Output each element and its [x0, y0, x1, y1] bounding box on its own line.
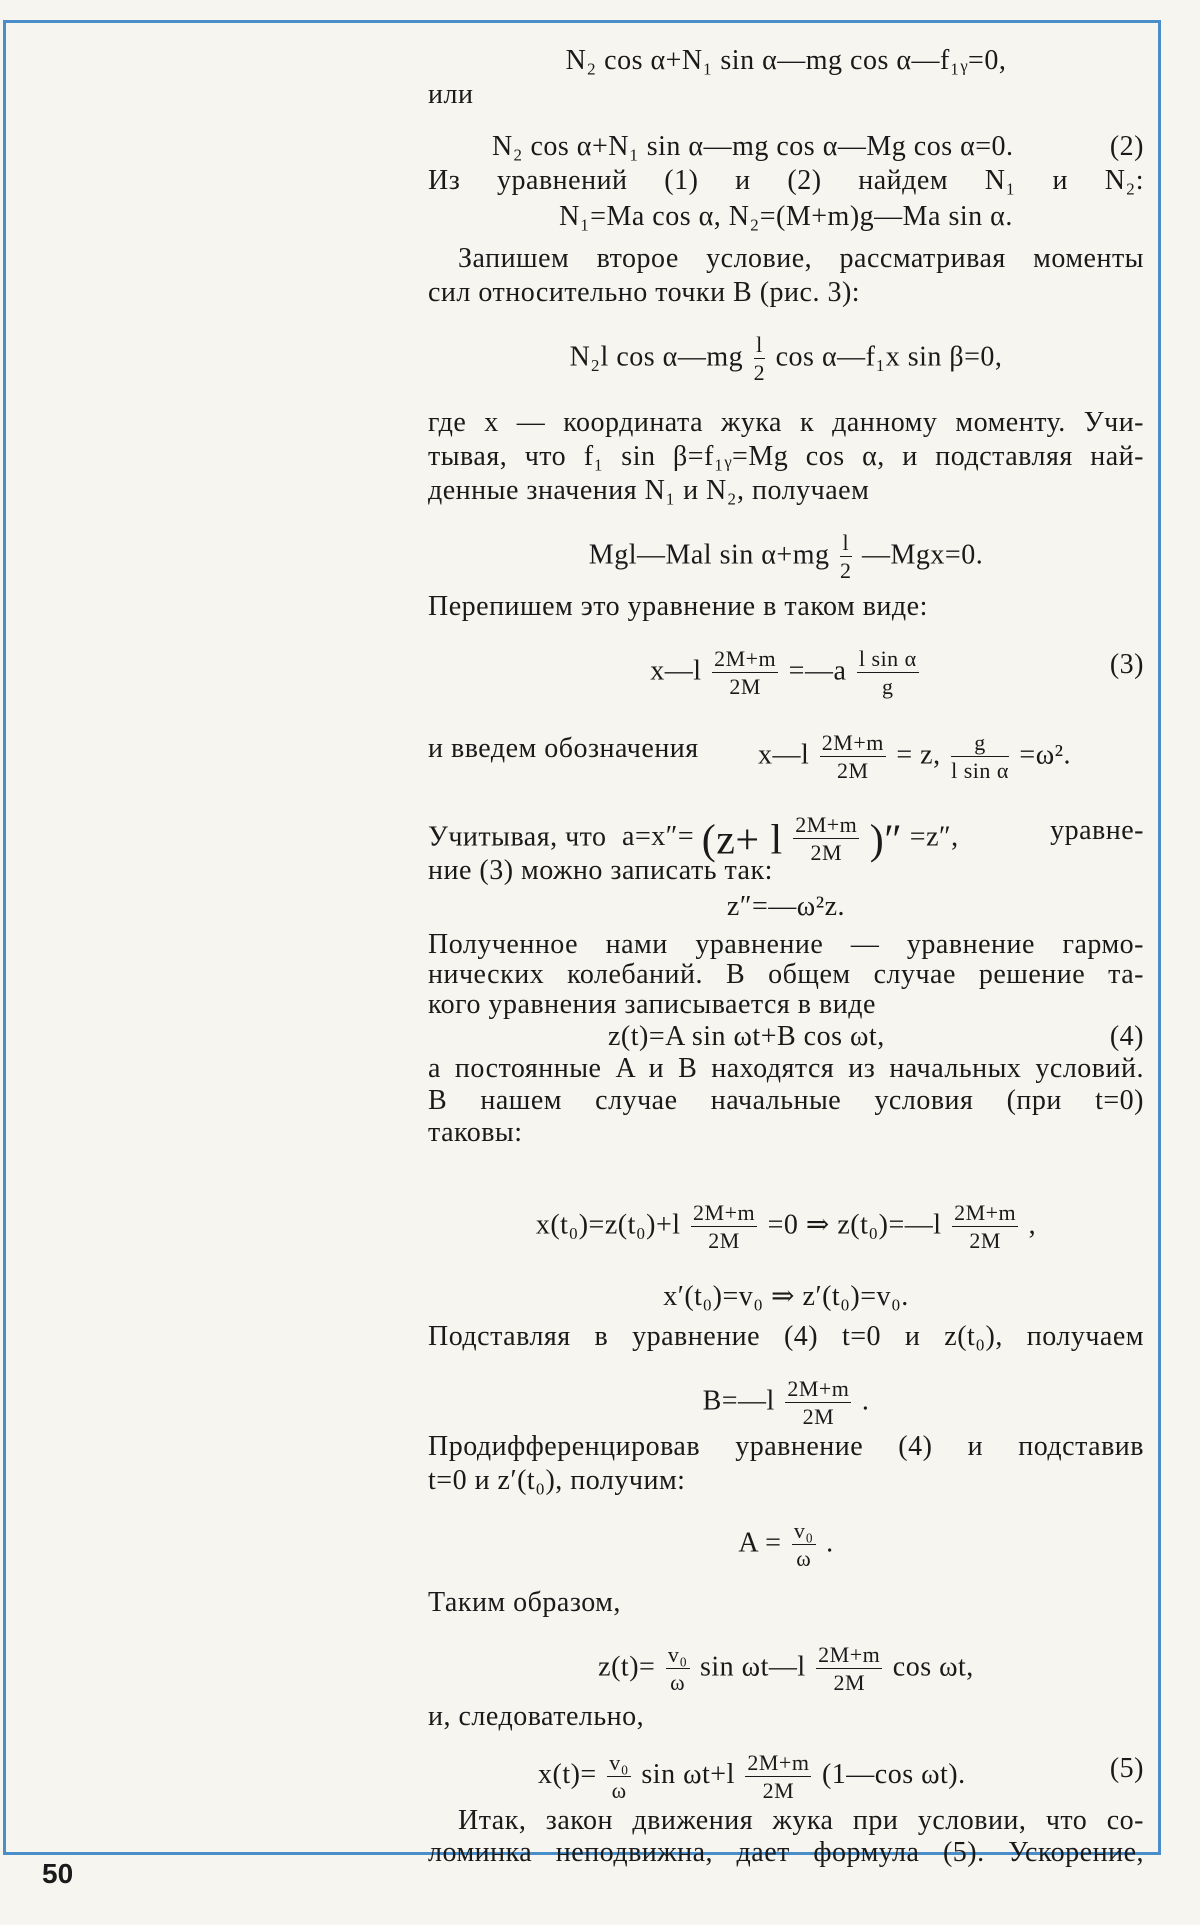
fraction: $\frac{l}{2}$	[753, 332, 766, 385]
text-line: и, следовательно,	[428, 1701, 645, 1732]
text-line: Продифференцировав уравнение (4) и подставив	[428, 1431, 1144, 1462]
equation-part: x(t)=	[538, 1759, 597, 1791]
equation-part: cos α—f₁x sin β=0,	[775, 341, 1003, 373]
equation-4	[428, 1020, 1144, 1054]
equation-moments	[428, 334, 1144, 384]
text-line: Запишем второе условие, рассматривая моменты	[458, 243, 1144, 274]
fraction: $\frac{\text{l sin α}}{g}$	[858, 646, 917, 699]
equation-part: (1—cos ωt).	[821, 1759, 966, 1791]
equation-part: )″	[869, 817, 903, 864]
fraction: $\frac{2M+m}{2M}$	[795, 812, 858, 865]
equation-part: =0 ⇒ z(t₀)=—l	[767, 1209, 942, 1241]
fraction: $\frac{g}{\text{l sin α}}$	[951, 730, 1009, 783]
equation-number: (5)	[1109, 1753, 1144, 1784]
text-line: или	[428, 79, 474, 110]
fraction: $\frac{2M+m}{2M}$	[787, 1376, 850, 1429]
fraction: $\frac{2M+m}{2M}$	[693, 1200, 756, 1253]
equation-number: (3)	[1109, 649, 1144, 680]
text-line: таковы:	[428, 1117, 523, 1148]
equation-part: x—l	[758, 739, 810, 771]
equation-part: cos ωt,	[892, 1651, 974, 1683]
equation-body: N₂ cos α+N₁ sin α—mg cos α—Mg cos α=0.	[492, 131, 1014, 162]
equation-z	[428, 1644, 1144, 1694]
text-line: кого уравнения записывается в виде	[428, 989, 876, 1020]
equation-part: =—a	[788, 655, 847, 687]
equation-1: N₂ cos α+N₁ sin α—mg cos α—f₁ᵧ=0,	[565, 45, 1007, 76]
fraction: $\frac{2M+m}{2M}$	[821, 730, 884, 783]
page-number: 50	[42, 1858, 74, 1889]
text-line: Полученное нами уравнение — уравнение гармо-	[428, 929, 1144, 960]
text-fragment: Учитывая, что	[428, 821, 607, 853]
equation-part: Mgl—Mal sin α+mg	[588, 539, 830, 571]
equation-part: .	[861, 1385, 870, 1417]
fraction: $\frac{2M+m}{2M}$	[747, 1750, 810, 1803]
equation-5	[428, 1752, 1144, 1802]
equation-2	[428, 130, 1144, 164]
text-line: Таким образом,	[428, 1587, 621, 1618]
equation-part: x—l	[650, 655, 702, 687]
equation-part: =z″,	[909, 821, 959, 853]
fraction: $\frac{\text{v₀}}{\omega}$	[793, 1518, 814, 1571]
equation-harmonic: z″=—ω²z.	[726, 891, 846, 922]
text-line: нических колебаний. В общем случае решение та-	[428, 959, 1144, 990]
fraction: $\frac{l}{2}$	[840, 530, 852, 583]
text-line: В нашем случае начальные условия (при t=0)	[428, 1085, 1144, 1116]
equation-part: z(t)=	[598, 1651, 656, 1683]
equation-3-form	[428, 648, 1144, 698]
equation-part: —Mgx=0.	[862, 539, 984, 571]
notation-formula	[758, 732, 1071, 782]
text-line: тывая, что f₁ sin β=f₁ᵧ=Mg cos α, и подставляя най-	[428, 441, 1144, 472]
text-line: ние (3) можно записать так:	[428, 855, 773, 886]
equation-part: x(t₀)=z(t₀)+l	[535, 1209, 681, 1241]
equation-number: (4)	[1109, 1021, 1144, 1052]
text-line: где x — координата жука к данному моменту. Учи-	[428, 407, 1144, 438]
equation-part: a=x″=	[622, 821, 695, 853]
text-line: Подставляя в уравнение (4) t=0 и z(t₀), получаем	[428, 1321, 1144, 1352]
equation-part: sin ωt—l	[700, 1651, 806, 1683]
text-line: t=0 и z′(t₀), получим:	[428, 1465, 686, 1496]
equation-body: z(t)=A sin ωt+B cos ωt,	[608, 1021, 885, 1052]
equation-part: N₂l cos α—mg	[569, 341, 744, 373]
fraction: $\frac{2M+m}{2M}$	[954, 1200, 1017, 1253]
fraction: $\frac{2M+m}{2M}$	[818, 1642, 881, 1695]
equation-mgl	[428, 532, 1144, 582]
text-fragment: уравне-	[1050, 815, 1144, 846]
fraction: $\frac{\text{v₀}}{\omega}$	[667, 1642, 688, 1695]
equation-part: = z,	[896, 739, 941, 771]
text-fragment: и введем обозначения	[428, 733, 699, 764]
equation-initial-x	[428, 1202, 1144, 1252]
text-line: сил относительно точки B (рис. 3):	[428, 277, 861, 308]
text-line: Перепишем это уравнение в таком виде:	[428, 591, 928, 622]
text-line: денные значения N₁ и N₂, получаем	[428, 475, 870, 506]
equation-body	[538, 1750, 966, 1803]
equation-B	[428, 1378, 1144, 1428]
equation-part: (z+ l	[701, 817, 783, 864]
notation-line	[428, 730, 1144, 783]
equation-part: A =	[738, 1527, 782, 1559]
equation-part: .	[826, 1527, 834, 1559]
equation-part: ,	[1028, 1209, 1037, 1241]
text-line: Итак, закон движения жука при условии, что со-	[458, 1805, 1144, 1836]
equation-part: sin ωt+l	[641, 1759, 735, 1791]
equation-part: B=—l	[702, 1385, 775, 1417]
equation-3: N₁=Ma cos α, N₂=(M+m)g—Ma sin α.	[559, 201, 1013, 232]
equation-number: (2)	[1109, 131, 1144, 162]
text-line: а постоянные A и B находятся из начальных условий.	[428, 1053, 1144, 1084]
equation-initial-v: x′(t₀)=v₀ ⇒ z′(t₀)=v₀.	[663, 1281, 909, 1312]
fraction: $\frac{2M+m}{2M}$	[714, 646, 777, 699]
equation-A	[428, 1520, 1144, 1570]
fraction: $\frac{\text{v₀}}{\omega}$	[609, 1750, 629, 1803]
equation-part: =ω².	[1019, 739, 1072, 771]
text-line: Из уравнений (1) и (2) найдем N₁ и N₂:	[428, 165, 1144, 196]
text-line: ломинка неподвижна, дает формула (5). Ускорение,	[428, 1837, 1144, 1868]
